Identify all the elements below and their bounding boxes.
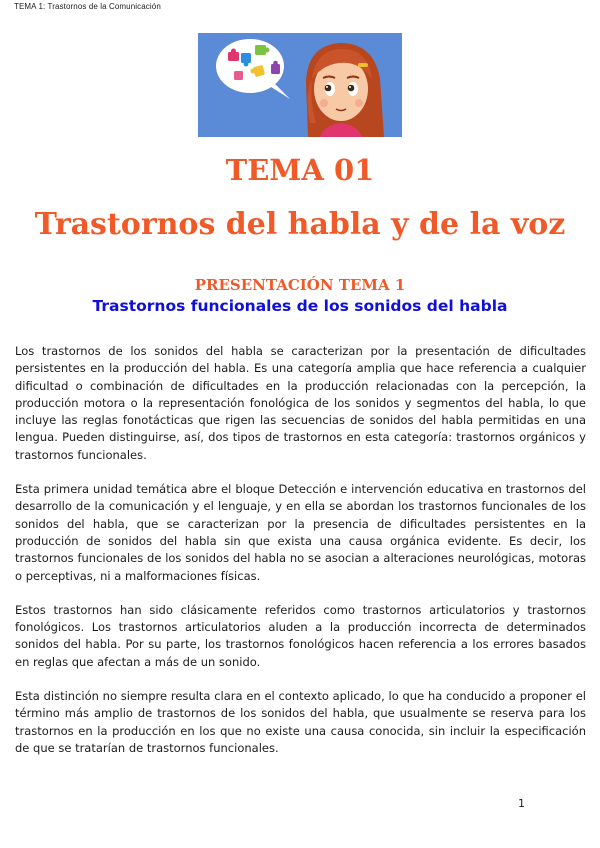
body-text [15,343,586,774]
presentation-subheading: Trastornos funcionales de los sonidos del habla [92,297,508,315]
girl-thinking-puzzle-speech-bubble-icon [198,33,402,137]
topic-main-title: Trastornos del habla y de la voz [34,207,566,242]
page-number: 1 [518,797,525,810]
girl-thinking-illustration [198,33,402,137]
presentation-heading: PRESENTACIÓN TEMA 1 [194,276,406,294]
running-header: TEMA 1: Trastornos de la Comunicación [14,2,161,11]
body-paragraph: Esta primera unidad temática abre el bloque Detección e intervención educativa en trastornos del desarrollo de la comunicación y el lenguaje, y en ella se abordan los trastornos funcionales de los sonidos del habla, que se caracterizan por la presencia de dificultades persistentes en la producción de sonidos del habla sin que exista una causa orgánica evidente. Es decir, los trastornos funcionales de los sonidos del habla no se asocian a alteraciones neurológicas, motoras o perceptivas, ni a malformaciones físicas. [15,482,586,583]
body-paragraph: Estos trastornos han sido clásicamente referidos como trastornos articulatorios y trastornos fonológicos. Los trastornos articulatorios aluden a la producción incorrecta de determinados sonidos del habla. Por su parte, los trastornos fonológicos hacen referencia a los errores basados en reglas que afectan a más de un sonido. [15,602,586,669]
body-paragraph: Esta distinción no siempre resulta clara en el contexto aplicado, lo que ha conducido a proponer el término más amplio de trastornos de los sonidos del habla, que usualmente se reserva para los trastornos en la producción en los que no existe una causa conocida, sin incluir la especificación de que se tratarían de trastornos funcionales. [15,689,586,755]
body-paragraph: Los trastornos de los sonidos del habla se caracterizan por la presentación de dificultades persistentes en la producción del habla. Es una categoría amplia que hace referencia a cualquier dificultad o combinación de dificultades en la producción relacionadas con la percepción, la producción motora o la representación fonológica de los sonidos y segmentos del habla, lo que incluye las reglas fonotácticas que rigen las secuencias de sonidos del habla permitidas en una lengua. Pueden distinguirse, así, dos tipos de trastornos en esta categoría: trastornos orgánicos y trastornos funcionales. [15,344,586,462]
topic-number-title: TEMA 01 [225,153,375,187]
